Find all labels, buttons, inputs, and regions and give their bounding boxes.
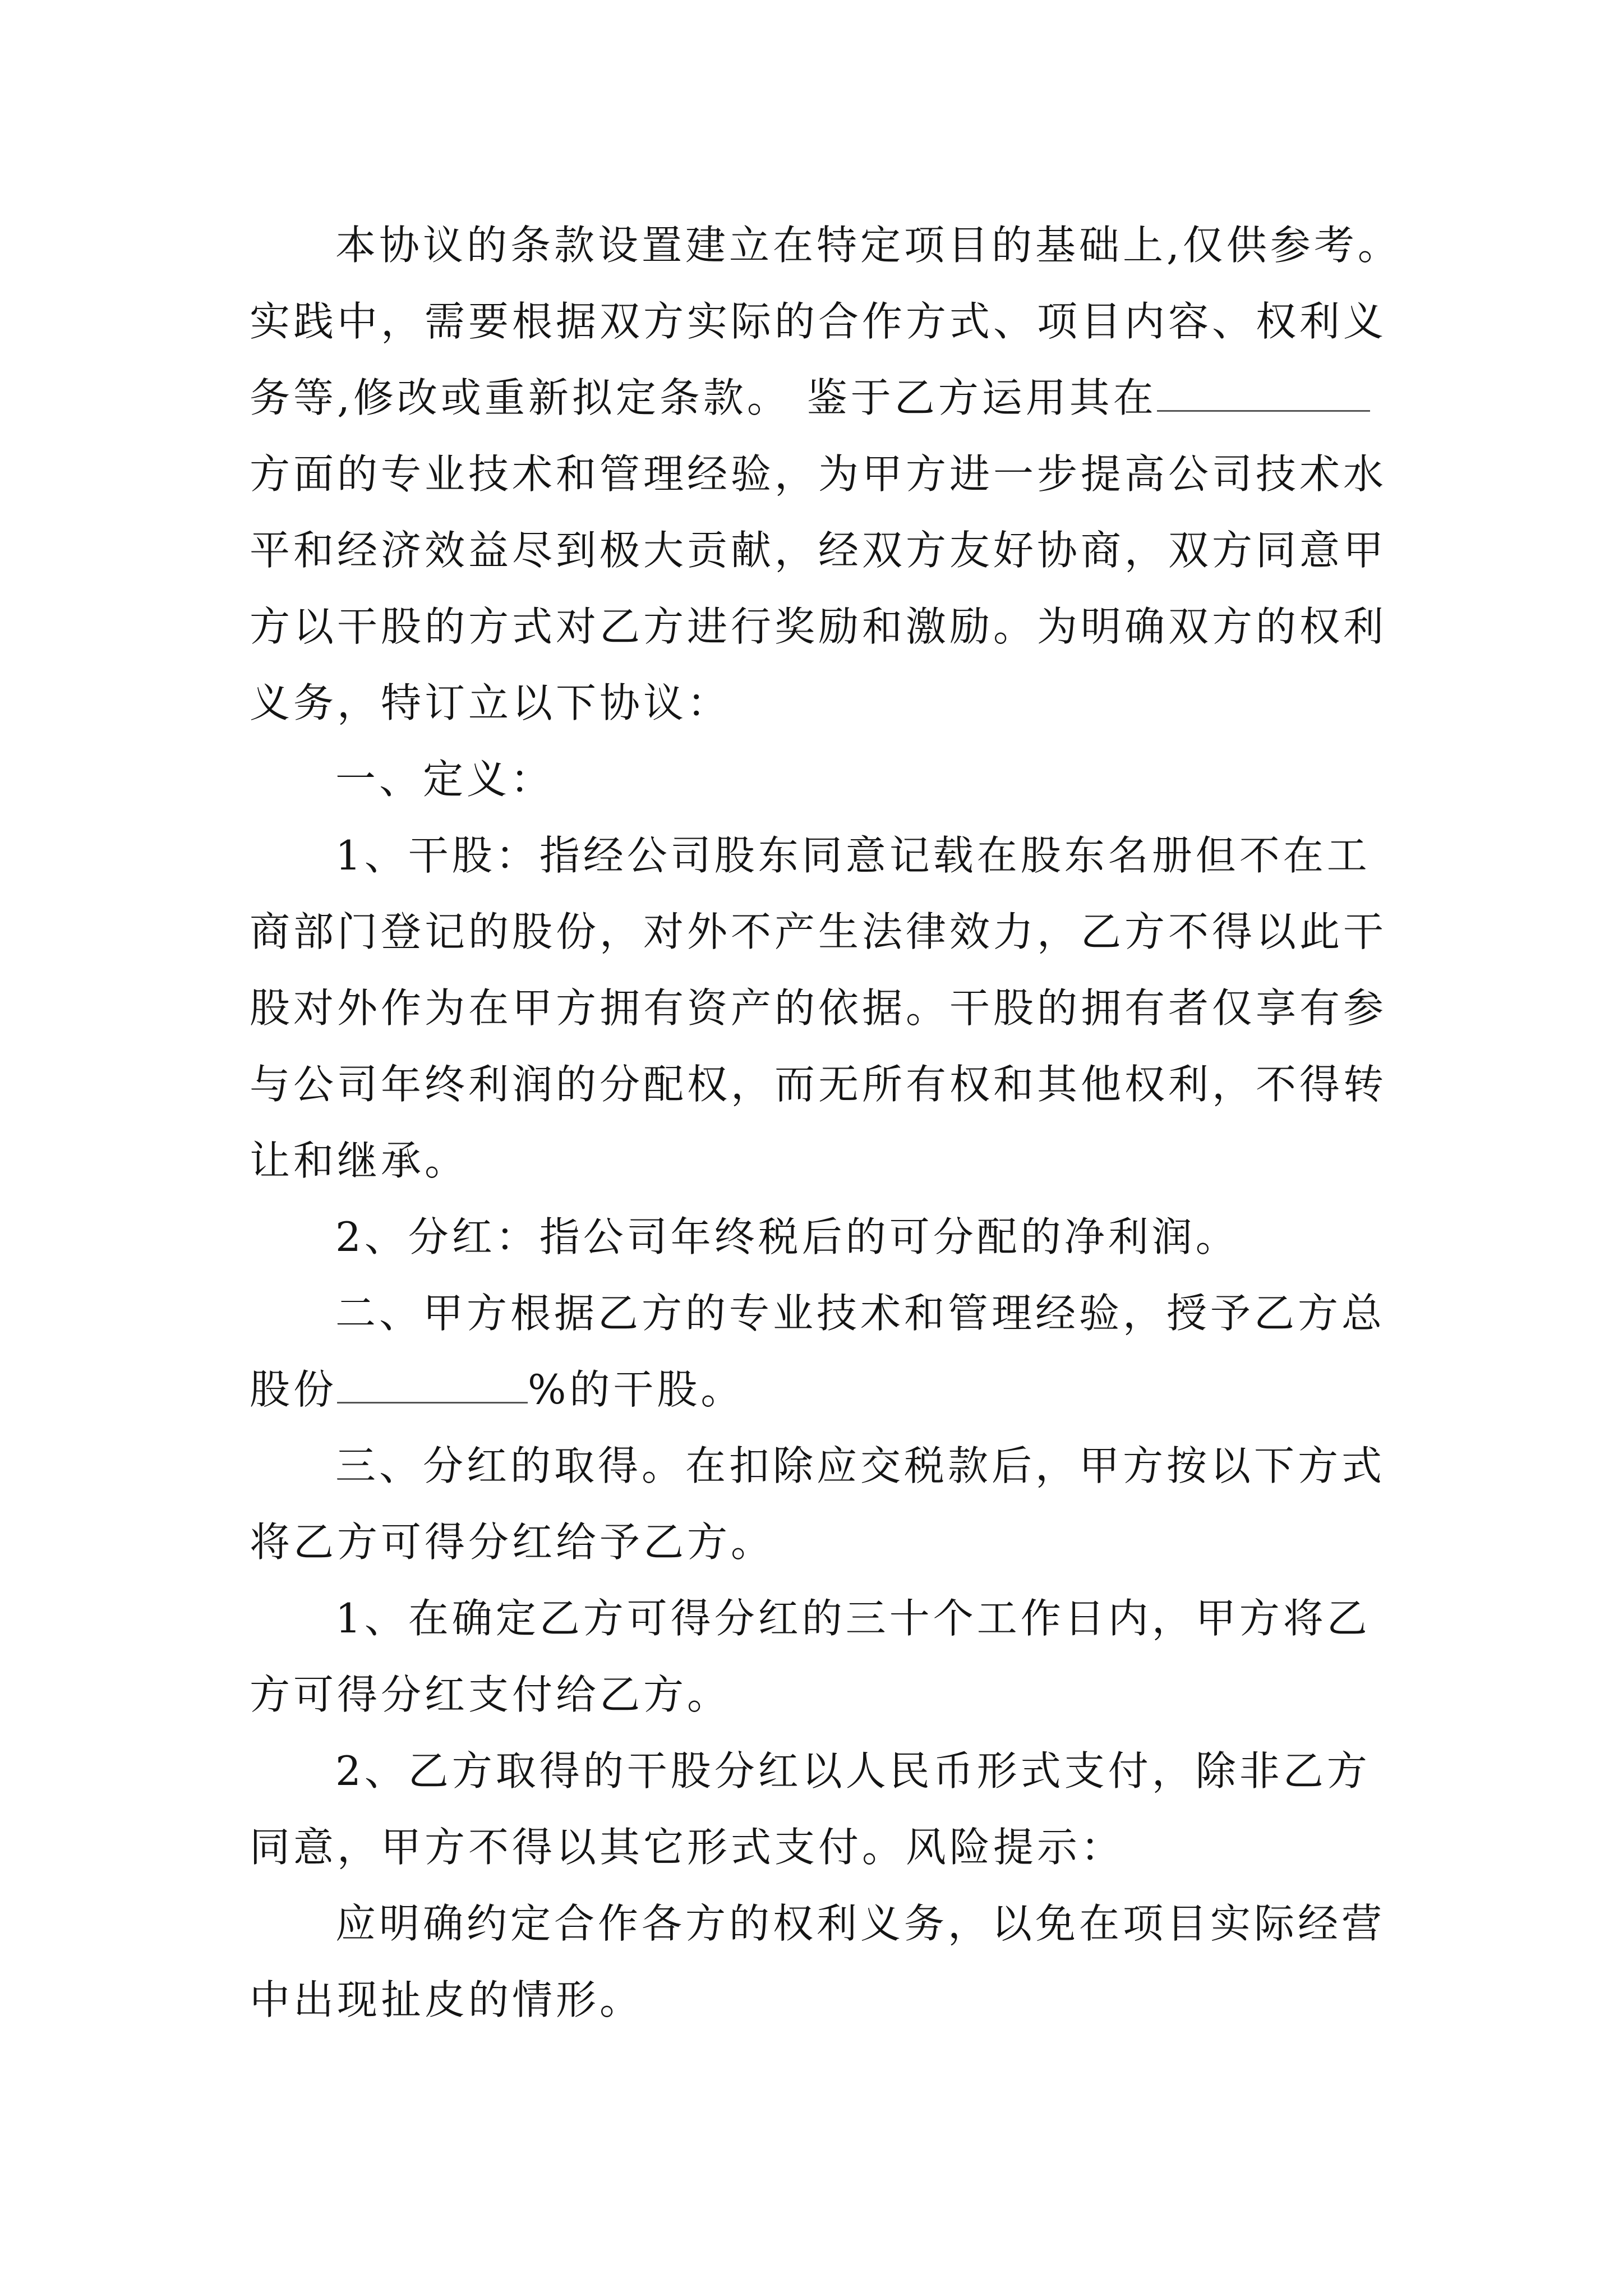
text-segment: %的干股。 <box>528 1366 745 1413</box>
text-line: 与公司年终利润的分配权，而无所有权和其他权利，不得转 <box>250 1061 1387 1108</box>
text-line: 1、在确定乙方可得分红的三十个工作日内，甲方将乙 <box>335 1595 1371 1642</box>
text-line: 三、分红的取得。在扣除应交税款后，甲方按以下方式 <box>335 1442 1386 1489</box>
text-line: 2、分红：指公司年终税后的可分配的净利润。 <box>335 1213 1239 1260</box>
text-line: 二、甲方根据乙方的专业技术和管理经验，授予乙方总 <box>335 1290 1386 1337</box>
text-line: 本协议的条款设置建立在特定项目的基础上,仅供参考。 <box>335 222 1401 269</box>
text-line <box>250 372 1438 423</box>
fill-in-blank <box>1157 375 1370 412</box>
text-line: 方以干股的方式对乙方进行奖励和激励。为明确双方的权利 <box>250 603 1387 650</box>
text-line: 让和继承。 <box>250 1137 469 1184</box>
fill-in-blank <box>337 1367 528 1404</box>
text-line: 股对外作为在甲方拥有资产的依据。干股的拥有者仅享有参 <box>250 984 1387 1032</box>
text-line: 中出现扯皮的情形。 <box>250 1976 644 2023</box>
text-line: 方可得分红支付给乙方。 <box>250 1671 731 1718</box>
text-line: 实践中，需要根据双方实际的合作方式、项目内容、权利义 <box>250 298 1387 345</box>
text-segment: 务等,修改或重新拟定条款。 鉴于乙方运用其在 <box>250 374 1157 421</box>
text-line: 义务，特订立以下协议： <box>250 679 731 726</box>
text-line: 同意，甲方不得以其它形式支付。风险提示： <box>250 1824 1125 1871</box>
text-line: 方面的专业技术和管理经验，为甲方进一步提高公司技术水 <box>250 450 1387 498</box>
text-line: 将乙方可得分红给予乙方。 <box>250 1519 775 1566</box>
text-segment: 股份 <box>250 1366 338 1413</box>
text-line: 平和经济效益尽到极大贡献，经双方友好协商，双方同意甲 <box>250 527 1387 574</box>
text-line: 2、乙方取得的干股分红以人民币形式支付，除非乙方 <box>335 1747 1371 1795</box>
text-line: 应明确约定合作各方的权利义务，以免在项目实际经营 <box>335 1900 1386 1947</box>
text-line: 1、干股：指经公司股东同意记载在股东名册但不在工 <box>335 832 1371 879</box>
section-heading: 一、定义： <box>335 756 555 803</box>
text-line: 商部门登记的股份，对外不产生法律效力，乙方不得以此干 <box>250 908 1387 955</box>
text-line <box>250 1364 1438 1415</box>
